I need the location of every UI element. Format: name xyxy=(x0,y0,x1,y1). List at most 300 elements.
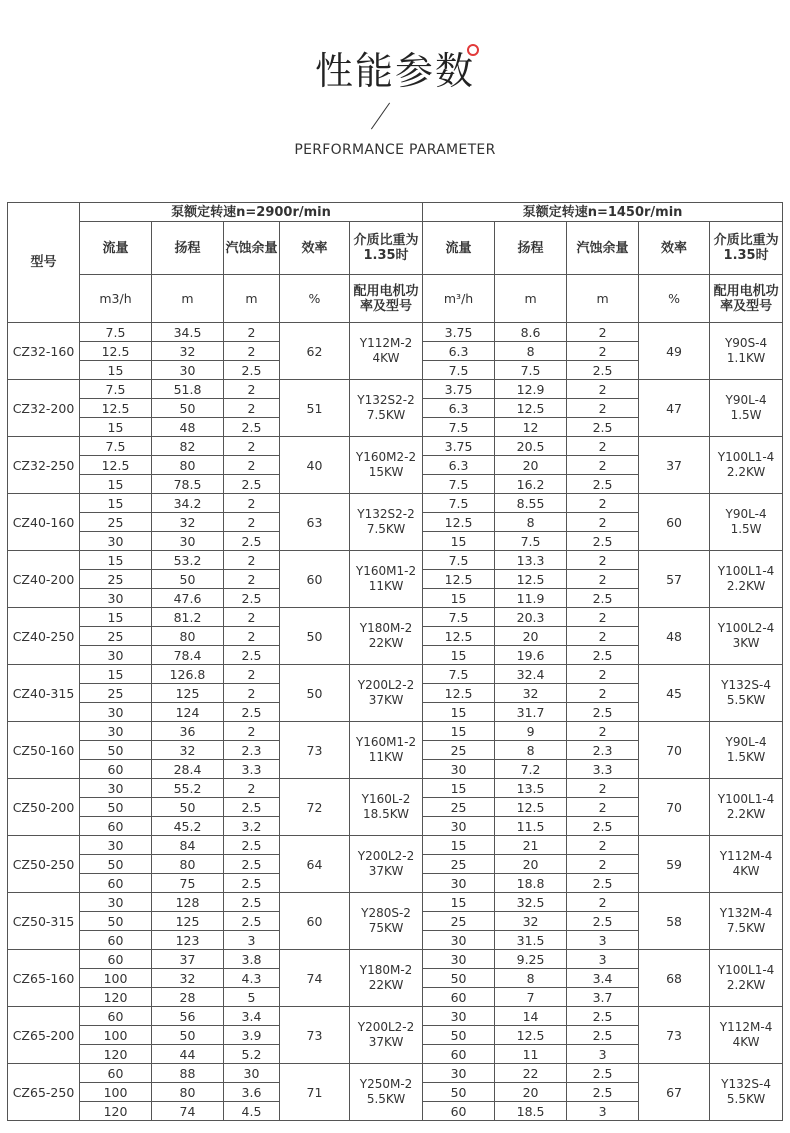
flow-1450-cell: 7.5 xyxy=(423,665,495,684)
head-2900-cell: 74 xyxy=(152,1102,224,1121)
motor-1450-cell: Y100L2-4 3KW xyxy=(710,608,783,665)
eff-2900-cell: 62 xyxy=(280,323,350,380)
eff-2900-cell: 73 xyxy=(280,1007,350,1064)
unit-npsh-2900: m xyxy=(224,275,280,323)
flow-2900-cell: 30 xyxy=(80,532,152,551)
flow-1450-cell: 15 xyxy=(423,779,495,798)
unit-npsh-1450: m xyxy=(567,275,639,323)
flow-2900-cell: 12.5 xyxy=(80,456,152,475)
npsh-1450-cell: 2.5 xyxy=(567,703,639,722)
npsh-1450-cell: 3.3 xyxy=(567,760,639,779)
npsh-1450-cell: 2 xyxy=(567,323,639,342)
head-1450-cell: 32.4 xyxy=(495,665,567,684)
flow-1450-cell: 30 xyxy=(423,1064,495,1083)
flow-2900-cell: 25 xyxy=(80,627,152,646)
flow-2900-cell: 30 xyxy=(80,779,152,798)
head-1450-cell: 12 xyxy=(495,418,567,437)
eff-2900-cell: 50 xyxy=(280,665,350,722)
flow-1450-cell: 15 xyxy=(423,646,495,665)
flow-2900-cell: 120 xyxy=(80,988,152,1007)
npsh-2900-cell: 2.5 xyxy=(224,475,280,494)
header-eff-1450: 效率 xyxy=(639,222,710,275)
head-1450-cell: 8 xyxy=(495,342,567,361)
table-row xyxy=(8,893,783,912)
flow-1450-cell: 3.75 xyxy=(423,323,495,342)
head-1450-cell: 7.2 xyxy=(495,760,567,779)
eff-1450-cell: 48 xyxy=(639,608,710,665)
head-1450-cell: 11.5 xyxy=(495,817,567,836)
head-2900-cell: 78.4 xyxy=(152,646,224,665)
head-2900-cell: 53.2 xyxy=(152,551,224,570)
flow-1450-cell: 7.5 xyxy=(423,494,495,513)
motor-1450-cell: Y112M-4 4KW xyxy=(710,1007,783,1064)
npsh-1450-cell: 2.5 xyxy=(567,817,639,836)
npsh-1450-cell: 2.5 xyxy=(567,418,639,437)
motor-1450-cell: Y100L1-4 2.2KW xyxy=(710,551,783,608)
head-1450-cell: 20.5 xyxy=(495,437,567,456)
eff-2900-cell: 72 xyxy=(280,779,350,836)
flow-1450-cell: 25 xyxy=(423,741,495,760)
head-1450-cell: 18.5 xyxy=(495,1102,567,1121)
eff-1450-cell: 67 xyxy=(639,1064,710,1121)
model-cell: CZ50-250 xyxy=(8,836,80,893)
eff-2900-cell: 51 xyxy=(280,380,350,437)
header-npsh-1450: 汽蚀余量 xyxy=(567,222,639,275)
eff-1450-cell: 73 xyxy=(639,1007,710,1064)
model-cell: CZ32-160 xyxy=(8,323,80,380)
flow-1450-cell: 15 xyxy=(423,532,495,551)
head-1450-cell: 20.3 xyxy=(495,608,567,627)
page-title-text: 性能参数 xyxy=(314,49,475,93)
head-2900-cell: 45.2 xyxy=(152,817,224,836)
motor-2900-cell: Y200L2-2 37KW xyxy=(350,1007,423,1064)
head-1450-cell: 13.5 xyxy=(495,779,567,798)
head-1450-cell: 7 xyxy=(495,988,567,1007)
head-2900-cell: 55.2 xyxy=(152,779,224,798)
head-1450-cell: 16.2 xyxy=(495,475,567,494)
flow-2900-cell: 100 xyxy=(80,969,152,988)
flow-1450-cell: 3.75 xyxy=(423,437,495,456)
unit-flow-1450: m³/h xyxy=(423,275,495,323)
head-1450-cell: 11.9 xyxy=(495,589,567,608)
npsh-1450-cell: 2.3 xyxy=(567,741,639,760)
head-2900-cell: 37 xyxy=(152,950,224,969)
motor-2900-cell: Y160M1-2 11KW xyxy=(350,722,423,779)
npsh-1450-cell: 2 xyxy=(567,684,639,703)
head-2900-cell: 34.5 xyxy=(152,323,224,342)
motor-2900-cell: Y180M-2 22KW xyxy=(350,950,423,1007)
npsh-1450-cell: 3 xyxy=(567,931,639,950)
npsh-1450-cell: 2.5 xyxy=(567,532,639,551)
head-2900-cell: 81.2 xyxy=(152,608,224,627)
npsh-1450-cell: 2.5 xyxy=(567,1064,639,1083)
npsh-2900-cell: 30 xyxy=(224,1064,280,1083)
flow-2900-cell: 25 xyxy=(80,513,152,532)
flow-1450-cell: 60 xyxy=(423,1045,495,1064)
header-group-2900: 泵额定转速n=2900r/min xyxy=(80,203,423,222)
head-2900-cell: 80 xyxy=(152,855,224,874)
head-1450-cell: 20 xyxy=(495,855,567,874)
motor-1450-cell: Y90L-4 1.5W xyxy=(710,380,783,437)
npsh-1450-cell: 2 xyxy=(567,627,639,646)
flow-2900-cell: 120 xyxy=(80,1102,152,1121)
table-row xyxy=(8,608,783,627)
npsh-2900-cell: 4.3 xyxy=(224,969,280,988)
table-row xyxy=(8,779,783,798)
npsh-1450-cell: 2 xyxy=(567,380,639,399)
flow-1450-cell: 60 xyxy=(423,988,495,1007)
npsh-1450-cell: 2 xyxy=(567,665,639,684)
flow-1450-cell: 25 xyxy=(423,912,495,931)
flow-2900-cell: 100 xyxy=(80,1026,152,1045)
head-2900-cell: 80 xyxy=(152,627,224,646)
header-group-1450: 泵额定转速n=1450r/min xyxy=(423,203,783,222)
table-row xyxy=(8,1007,783,1026)
motor-2900-cell: Y160M2-2 15KW xyxy=(350,437,423,494)
eff-1450-cell: 37 xyxy=(639,437,710,494)
npsh-1450-cell: 2 xyxy=(567,722,639,741)
npsh-2900-cell: 3.9 xyxy=(224,1026,280,1045)
flow-1450-cell: 25 xyxy=(423,855,495,874)
head-2900-cell: 32 xyxy=(152,342,224,361)
flow-2900-cell: 30 xyxy=(80,646,152,665)
table-row xyxy=(8,665,783,684)
header-flow-1450: 流量 xyxy=(423,222,495,275)
head-1450-cell: 8 xyxy=(495,741,567,760)
npsh-2900-cell: 2.5 xyxy=(224,874,280,893)
head-1450-cell: 31.7 xyxy=(495,703,567,722)
npsh-2900-cell: 2.3 xyxy=(224,741,280,760)
unit-head-2900: m xyxy=(152,275,224,323)
head-2900-cell: 125 xyxy=(152,684,224,703)
npsh-1450-cell: 3 xyxy=(567,950,639,969)
table-row xyxy=(8,722,783,741)
npsh-1450-cell: 2 xyxy=(567,342,639,361)
head-2900-cell: 44 xyxy=(152,1045,224,1064)
model-cell: CZ50-200 xyxy=(8,779,80,836)
flow-1450-cell: 3.75 xyxy=(423,380,495,399)
header-model: 型号 xyxy=(8,203,80,323)
head-1450-cell: 20 xyxy=(495,1083,567,1102)
eff-2900-cell: 40 xyxy=(280,437,350,494)
header-head-1450: 扬程 xyxy=(495,222,567,275)
flow-1450-cell: 7.5 xyxy=(423,551,495,570)
npsh-2900-cell: 2 xyxy=(224,779,280,798)
npsh-2900-cell: 2 xyxy=(224,570,280,589)
model-cell: CZ40-200 xyxy=(8,551,80,608)
flow-2900-cell: 15 xyxy=(80,608,152,627)
table-body xyxy=(8,203,783,1121)
npsh-2900-cell: 3 xyxy=(224,931,280,950)
flow-2900-cell: 7.5 xyxy=(80,437,152,456)
motor-2900-cell: Y160M1-2 11KW xyxy=(350,551,423,608)
eff-1450-cell: 45 xyxy=(639,665,710,722)
npsh-2900-cell: 5 xyxy=(224,988,280,1007)
flow-2900-cell: 50 xyxy=(80,798,152,817)
npsh-1450-cell: 2 xyxy=(567,551,639,570)
npsh-1450-cell: 3 xyxy=(567,1102,639,1121)
header-eff-2900: 效率 xyxy=(280,222,350,275)
head-2900-cell: 124 xyxy=(152,703,224,722)
motor-1450-cell: Y112M-4 4KW xyxy=(710,836,783,893)
eff-1450-cell: 59 xyxy=(639,836,710,893)
model-cell: CZ50-160 xyxy=(8,722,80,779)
npsh-1450-cell: 2 xyxy=(567,893,639,912)
head-1450-cell: 32 xyxy=(495,912,567,931)
head-2900-cell: 36 xyxy=(152,722,224,741)
head-2900-cell: 80 xyxy=(152,1083,224,1102)
npsh-2900-cell: 2 xyxy=(224,399,280,418)
head-2900-cell: 28.4 xyxy=(152,760,224,779)
head-2900-cell: 34.2 xyxy=(152,494,224,513)
flow-1450-cell: 15 xyxy=(423,893,495,912)
flow-1450-cell: 6.3 xyxy=(423,456,495,475)
motor-1450-cell: Y132S-4 5.5KW xyxy=(710,665,783,722)
npsh-2900-cell: 2.5 xyxy=(224,836,280,855)
npsh-2900-cell: 2.5 xyxy=(224,703,280,722)
header-head-2900: 扬程 xyxy=(152,222,224,275)
npsh-2900-cell: 2.5 xyxy=(224,912,280,931)
flow-1450-cell: 60 xyxy=(423,1102,495,1121)
npsh-2900-cell: 3.2 xyxy=(224,817,280,836)
head-1450-cell: 22 xyxy=(495,1064,567,1083)
npsh-2900-cell: 2.5 xyxy=(224,532,280,551)
motor-2900-cell: Y160L-2 18.5KW xyxy=(350,779,423,836)
eff-1450-cell: 57 xyxy=(639,551,710,608)
npsh-2900-cell: 4.5 xyxy=(224,1102,280,1121)
model-cell: CZ65-160 xyxy=(8,950,80,1007)
head-1450-cell: 13.3 xyxy=(495,551,567,570)
npsh-2900-cell: 2.5 xyxy=(224,893,280,912)
head-1450-cell: 8 xyxy=(495,969,567,988)
npsh-1450-cell: 2.5 xyxy=(567,589,639,608)
table-row xyxy=(8,437,783,456)
npsh-2900-cell: 2 xyxy=(224,627,280,646)
model-cell: CZ40-250 xyxy=(8,608,80,665)
head-1450-cell: 7.5 xyxy=(495,532,567,551)
head-1450-cell: 9 xyxy=(495,722,567,741)
flow-2900-cell: 30 xyxy=(80,893,152,912)
head-1450-cell: 14 xyxy=(495,1007,567,1026)
flow-2900-cell: 60 xyxy=(80,1007,152,1026)
header-npsh-2900: 汽蚀余量 xyxy=(224,222,280,275)
slash-divider xyxy=(371,103,390,130)
eff-1450-cell: 68 xyxy=(639,950,710,1007)
flow-2900-cell: 30 xyxy=(80,589,152,608)
npsh-2900-cell: 2 xyxy=(224,456,280,475)
npsh-2900-cell: 3.8 xyxy=(224,950,280,969)
flow-1450-cell: 15 xyxy=(423,589,495,608)
head-2900-cell: 32 xyxy=(152,969,224,988)
flow-2900-cell: 30 xyxy=(80,722,152,741)
npsh-1450-cell: 2 xyxy=(567,836,639,855)
model-cell: CZ32-200 xyxy=(8,380,80,437)
header-motor-2900: 配用电机功率及型号 xyxy=(350,275,423,323)
npsh-2900-cell: 2 xyxy=(224,323,280,342)
header-row-units xyxy=(8,275,783,323)
flow-1450-cell: 30 xyxy=(423,874,495,893)
npsh-2900-cell: 5.2 xyxy=(224,1045,280,1064)
motor-2900-cell: Y180M-2 22KW xyxy=(350,608,423,665)
eff-1450-cell: 60 xyxy=(639,494,710,551)
npsh-2900-cell: 2.5 xyxy=(224,361,280,380)
header-density-2900: 介质比重为1.35时 xyxy=(350,222,423,275)
head-1450-cell: 19.6 xyxy=(495,646,567,665)
eff-1450-cell: 70 xyxy=(639,779,710,836)
npsh-1450-cell: 2 xyxy=(567,513,639,532)
head-1450-cell: 12.9 xyxy=(495,380,567,399)
eff-1450-cell: 58 xyxy=(639,893,710,950)
flow-1450-cell: 30 xyxy=(423,931,495,950)
motor-1450-cell: Y90L-4 1.5W xyxy=(710,494,783,551)
head-2900-cell: 50 xyxy=(152,798,224,817)
eff-2900-cell: 64 xyxy=(280,836,350,893)
npsh-1450-cell: 3.7 xyxy=(567,988,639,1007)
head-2900-cell: 126.8 xyxy=(152,665,224,684)
motor-1450-cell: Y132S-4 5.5KW xyxy=(710,1064,783,1121)
head-2900-cell: 128 xyxy=(152,893,224,912)
flow-1450-cell: 30 xyxy=(423,760,495,779)
motor-2900-cell: Y132S2-2 7.5KW xyxy=(350,380,423,437)
npsh-2900-cell: 3.6 xyxy=(224,1083,280,1102)
head-1450-cell: 21 xyxy=(495,836,567,855)
motor-1450-cell: Y100L1-4 2.2KW xyxy=(710,779,783,836)
npsh-2900-cell: 3.4 xyxy=(224,1007,280,1026)
head-2900-cell: 32 xyxy=(152,513,224,532)
npsh-2900-cell: 2 xyxy=(224,608,280,627)
npsh-1450-cell: 2.5 xyxy=(567,475,639,494)
model-cell: CZ32-250 xyxy=(8,437,80,494)
head-2900-cell: 47.6 xyxy=(152,589,224,608)
npsh-2900-cell: 2.5 xyxy=(224,798,280,817)
motor-2900-cell: Y200L2-2 37KW xyxy=(350,836,423,893)
head-2900-cell: 125 xyxy=(152,912,224,931)
npsh-1450-cell: 2.5 xyxy=(567,912,639,931)
npsh-2900-cell: 2 xyxy=(224,551,280,570)
header-row-columns xyxy=(8,222,783,275)
flow-1450-cell: 50 xyxy=(423,969,495,988)
flow-2900-cell: 50 xyxy=(80,741,152,760)
flow-1450-cell: 12.5 xyxy=(423,513,495,532)
header-motor-1450: 配用电机功率及型号 xyxy=(710,275,783,323)
flow-1450-cell: 7.5 xyxy=(423,475,495,494)
flow-2900-cell: 25 xyxy=(80,684,152,703)
eff-2900-cell: 74 xyxy=(280,950,350,1007)
flow-2900-cell: 7.5 xyxy=(80,380,152,399)
head-2900-cell: 75 xyxy=(152,874,224,893)
eff-2900-cell: 60 xyxy=(280,893,350,950)
flow-2900-cell: 30 xyxy=(80,836,152,855)
head-1450-cell: 18.8 xyxy=(495,874,567,893)
table-row xyxy=(8,551,783,570)
motor-2900-cell: Y200L2-2 37KW xyxy=(350,665,423,722)
page-title xyxy=(315,40,475,95)
head-1450-cell: 12.5 xyxy=(495,570,567,589)
head-1450-cell: 12.5 xyxy=(495,1026,567,1045)
npsh-2900-cell: 2 xyxy=(224,722,280,741)
npsh-1450-cell: 2 xyxy=(567,855,639,874)
flow-1450-cell: 7.5 xyxy=(423,361,495,380)
head-2900-cell: 50 xyxy=(152,570,224,589)
model-cell: CZ65-250 xyxy=(8,1064,80,1121)
flow-1450-cell: 50 xyxy=(423,1026,495,1045)
flow-2900-cell: 120 xyxy=(80,1045,152,1064)
page-subtitle: PERFORMANCE PARAMETER xyxy=(294,142,496,158)
motor-1450-cell: Y100L1-4 2.2KW xyxy=(710,437,783,494)
table-row xyxy=(8,950,783,969)
flow-2900-cell: 60 xyxy=(80,760,152,779)
header-flow-2900: 流量 xyxy=(80,222,152,275)
flow-1450-cell: 15 xyxy=(423,722,495,741)
head-2900-cell: 123 xyxy=(152,931,224,950)
npsh-2900-cell: 2 xyxy=(224,342,280,361)
flow-1450-cell: 6.3 xyxy=(423,399,495,418)
model-cell: CZ40-315 xyxy=(8,665,80,722)
head-2900-cell: 28 xyxy=(152,988,224,1007)
head-1450-cell: 8.6 xyxy=(495,323,567,342)
npsh-1450-cell: 2 xyxy=(567,399,639,418)
flow-1450-cell: 30 xyxy=(423,950,495,969)
model-cell: CZ40-160 xyxy=(8,494,80,551)
flow-2900-cell: 60 xyxy=(80,950,152,969)
npsh-1450-cell: 2 xyxy=(567,437,639,456)
head-1450-cell: 20 xyxy=(495,627,567,646)
unit-flow-2900: m3/h xyxy=(80,275,152,323)
head-2900-cell: 50 xyxy=(152,1026,224,1045)
flow-1450-cell: 15 xyxy=(423,836,495,855)
head-1450-cell: 8 xyxy=(495,513,567,532)
head-1450-cell: 11 xyxy=(495,1045,567,1064)
flow-1450-cell: 7.5 xyxy=(423,418,495,437)
head-2900-cell: 82 xyxy=(152,437,224,456)
flow-2900-cell: 12.5 xyxy=(80,399,152,418)
title-wrap xyxy=(0,40,790,95)
eff-2900-cell: 50 xyxy=(280,608,350,665)
table-row xyxy=(8,836,783,855)
npsh-1450-cell: 2 xyxy=(567,570,639,589)
head-1450-cell: 12.5 xyxy=(495,798,567,817)
motor-1450-cell: Y90S-4 1.1KW xyxy=(710,323,783,380)
flow-2900-cell: 15 xyxy=(80,665,152,684)
eff-1450-cell: 70 xyxy=(639,722,710,779)
head-1450-cell: 9.25 xyxy=(495,950,567,969)
flow-1450-cell: 30 xyxy=(423,817,495,836)
head-2900-cell: 30 xyxy=(152,361,224,380)
head-1450-cell: 32 xyxy=(495,684,567,703)
head-2900-cell: 56 xyxy=(152,1007,224,1026)
head-2900-cell: 30 xyxy=(152,532,224,551)
npsh-2900-cell: 2 xyxy=(224,665,280,684)
flow-2900-cell: 60 xyxy=(80,874,152,893)
table-row xyxy=(8,494,783,513)
npsh-2900-cell: 2 xyxy=(224,513,280,532)
npsh-2900-cell: 2.5 xyxy=(224,646,280,665)
npsh-1450-cell: 2 xyxy=(567,798,639,817)
npsh-1450-cell: 2 xyxy=(567,608,639,627)
motor-1450-cell: Y100L1-4 2.2KW xyxy=(710,950,783,1007)
npsh-2900-cell: 2 xyxy=(224,437,280,456)
head-2900-cell: 48 xyxy=(152,418,224,437)
eff-2900-cell: 60 xyxy=(280,551,350,608)
table-row xyxy=(8,323,783,342)
flow-2900-cell: 30 xyxy=(80,703,152,722)
head-1450-cell: 31.5 xyxy=(495,931,567,950)
table-row xyxy=(8,1064,783,1083)
npsh-1450-cell: 2 xyxy=(567,494,639,513)
npsh-1450-cell: 2.5 xyxy=(567,1026,639,1045)
eff-1450-cell: 49 xyxy=(639,323,710,380)
head-2900-cell: 78.5 xyxy=(152,475,224,494)
